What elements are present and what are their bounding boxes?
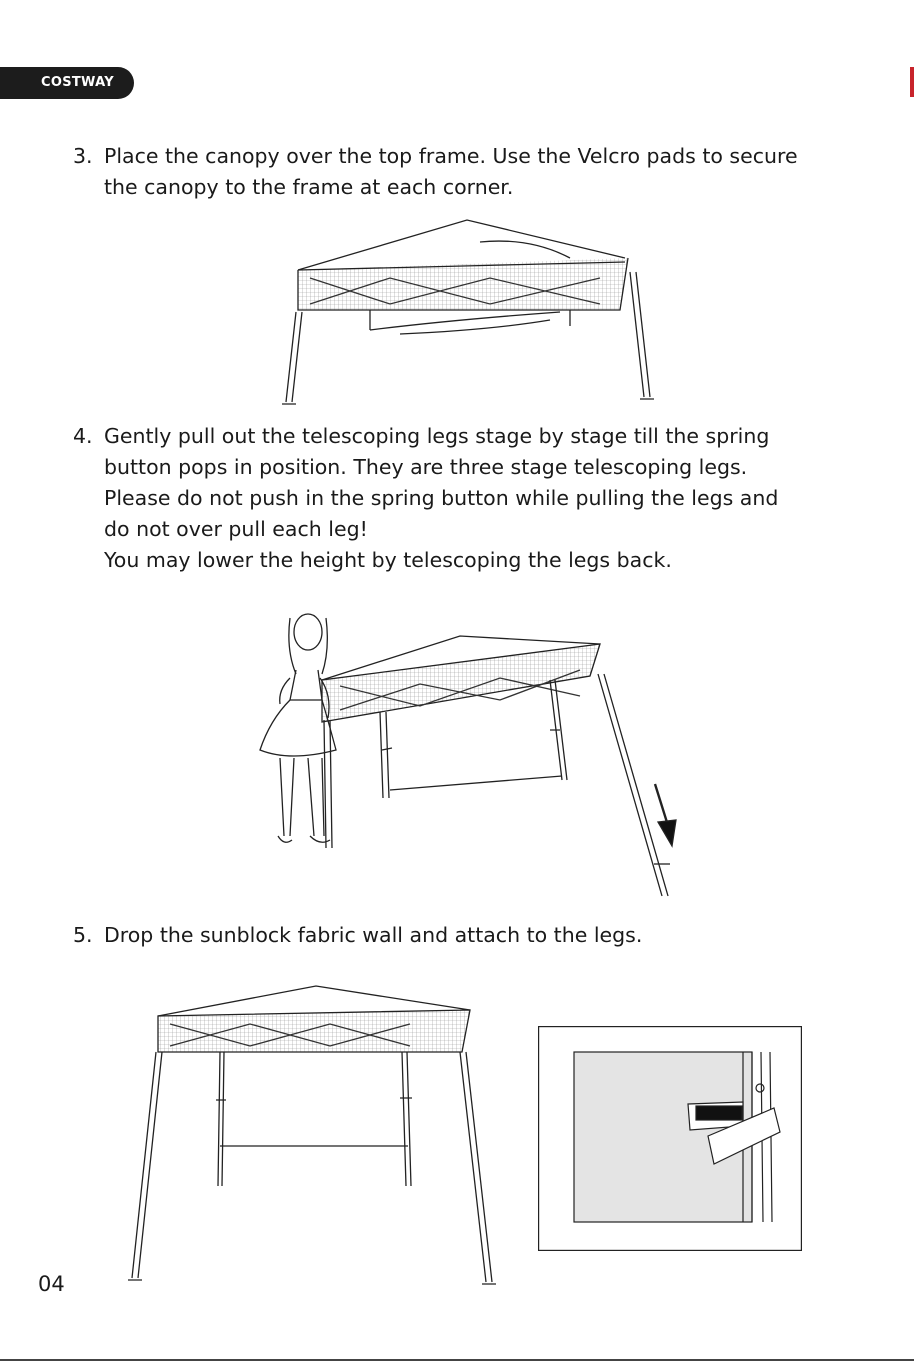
step-line: Please do not push in the spring button while pulling the legs and <box>104 486 779 510</box>
velcro-detail-box <box>538 1026 802 1251</box>
bottom-rule <box>0 1359 914 1361</box>
step-line: Drop the sunblock fabric wall and attach to the legs. <box>104 923 643 947</box>
brand-logo-text: COSTWAY <box>41 75 114 90</box>
step-5-text <box>73 920 642 951</box>
step-line: Gently pull out the telescoping legs stage by stage till the spring <box>104 424 770 448</box>
step-4-text <box>73 421 778 576</box>
page-number: 04 <box>38 1272 65 1296</box>
step-line: button pops in position. They are three stage telescoping legs. <box>104 455 748 479</box>
step-line: the canopy to the frame at each corner. <box>104 175 514 199</box>
step-line: You may lower the height by telescoping the legs back. <box>104 548 672 572</box>
step-number: 4. <box>73 424 93 448</box>
canopy-top-illustration <box>270 212 660 410</box>
step-number: 5. <box>73 923 93 947</box>
step-line: do not over pull each leg! <box>104 517 368 541</box>
step-number: 3. <box>73 144 93 168</box>
step-3-text <box>73 141 798 203</box>
edge-accent-mark <box>910 67 914 97</box>
sunblock-wall-illustration <box>120 980 505 1290</box>
telescoping-legs-illustration <box>250 600 690 900</box>
brand-tab <box>0 67 134 99</box>
step-line: Place the canopy over the top frame. Use the Velcro pads to secure <box>104 144 798 168</box>
